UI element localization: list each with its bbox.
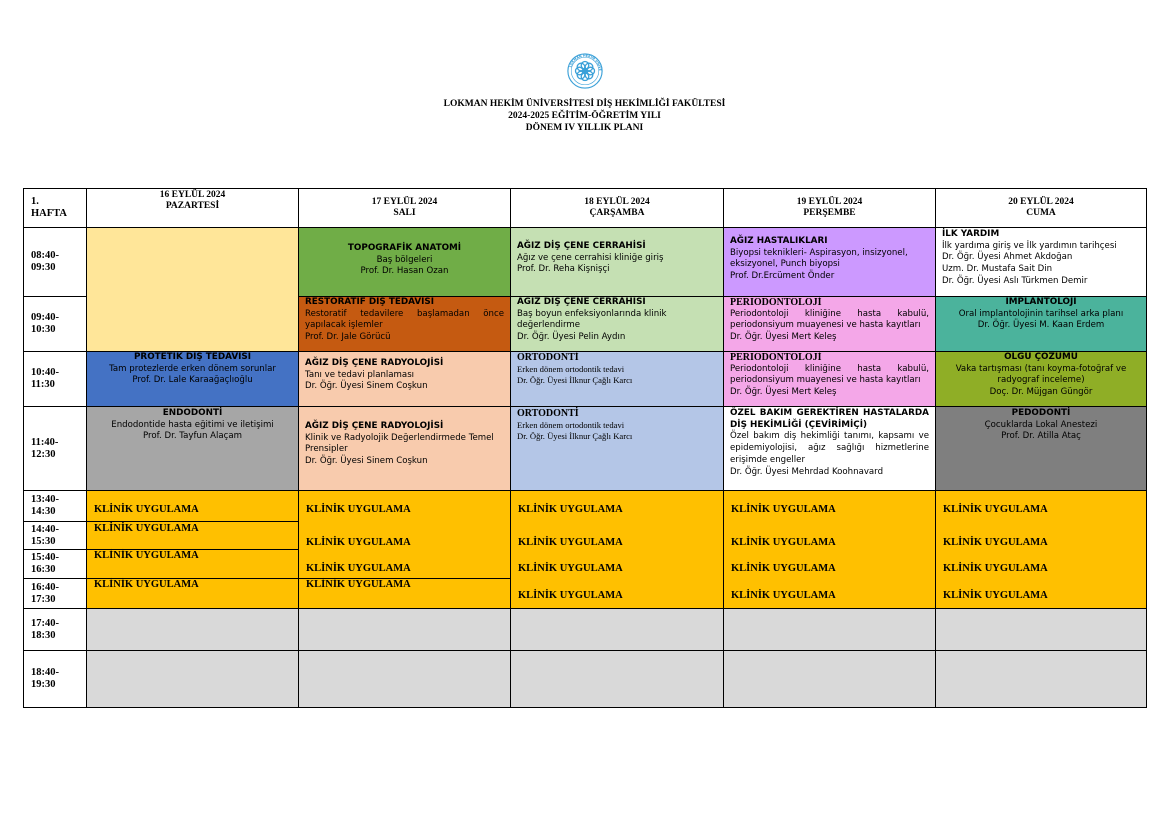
event-lecturer: Dr. Öğr. Üyesi İlknur Çağlı Karcı <box>517 431 633 442</box>
klinik-label: KLİNİK UYGULAMA <box>306 504 411 515</box>
event-agiz-dis-cene-radyolojisi-1[interactable] <box>298 351 511 407</box>
time-end: 18:30 <box>31 629 56 641</box>
klinik-label: KLİNİK UYGULAMA <box>306 537 411 548</box>
day-date: 17 EYLÜL 2024 <box>371 197 438 207</box>
event-lecturer: Prof. Dr. Lale Karaağaçlıoğlu <box>132 375 253 386</box>
event-lecturer: Dr. Öğr. Üyesi Sinem Coşkun <box>305 456 428 467</box>
title-line-1: LOKMAN HEKİM ÜNİVERSİTESİ DİŞ HEKİMLİĞİ FAKÜLTESİ <box>443 99 726 109</box>
event-topic: Klinik ve Radyolojik Değerlendirmede Temel Prensipler <box>305 432 494 455</box>
klinik-label: KLİNİK UYGULAMA <box>94 504 199 515</box>
day-header-friday <box>935 188 1147 228</box>
event-title: PEDODONTİ <box>1011 408 1071 418</box>
monday-klinik-block[interactable] <box>86 490 299 609</box>
wednesday-klinik-block[interactable] <box>510 490 724 609</box>
event-topic: Tanı ve tedavi planlaması <box>305 369 415 380</box>
empty-slot <box>298 650 511 708</box>
event-title: İMPLANTOLOJİ <box>1005 297 1077 307</box>
event-lecturer: Prof. Dr. Hasan Ozan <box>360 266 449 277</box>
time-slot-1 <box>23 227 87 297</box>
event-topic: Özel bakım diş hekimliği tanımı, kapsamı ve epidemiyolojisi, ağız sağlığı hizmetlerine erişimde engeller <box>730 431 929 465</box>
event-agiz-dis-cene-cerrahisi-1[interactable] <box>510 227 724 297</box>
event-topic: Periodontoloji kliniğine hasta kabulü, periodonsiyum muayenesi ve hasta kayıtları <box>730 308 929 331</box>
time-end: 11:30 <box>31 379 55 390</box>
event-agiz-dis-cene-cerrahisi-2[interactable] <box>510 296 724 352</box>
klinik-label: KLİNİK UYGULAMA <box>943 590 1048 601</box>
event-endodonti[interactable] <box>86 406 299 491</box>
time-slot-8 <box>23 578 87 609</box>
event-olgu-cozumu[interactable] <box>935 351 1147 407</box>
event-agiz-hastaliklari[interactable] <box>723 227 936 297</box>
university-logo <box>566 52 604 90</box>
day-header-wednesday <box>510 188 724 228</box>
klinik-label: KLİNİK UYGULAMA <box>943 563 1048 574</box>
day-name: PERŞEMBE <box>803 208 856 218</box>
tuesday-klinik-block[interactable] <box>298 490 511 609</box>
time-slot-6 <box>23 521 87 550</box>
event-lecturer: Dr. Öğr. Üyesi Mert Keleş <box>730 387 837 398</box>
time-start: 14:40- <box>31 523 59 535</box>
week-label <box>23 188 87 228</box>
klinik-label: KLİNİK UYGULAMA <box>943 504 1048 515</box>
time-start: 15:40- <box>31 552 59 563</box>
event-topic: Tam protezlerde erken dönem sorunlar <box>109 363 276 374</box>
event-topic: Biyopsi teknikleri- Aspirasyon, insizyonel, eksizyonel, Punch biyopsi <box>730 247 908 270</box>
event-topic: Vaka tartışması (tanı koyma-fotoğraf ve radyograf inceleme) <box>955 363 1127 386</box>
event-lecturer: Prof. Dr. Jale Görücü <box>305 332 391 343</box>
day-name: ÇARŞAMBA <box>589 208 645 218</box>
event-topografik-anatomi[interactable] <box>298 227 511 297</box>
event-topic: Erken dönem ortodontik tedavi <box>517 363 625 374</box>
klinik-label: KLİNİK UYGULAMA <box>306 579 411 590</box>
day-date: 19 EYLÜL 2024 <box>796 197 863 207</box>
time-end: 10:30 <box>31 324 56 335</box>
empty-slot <box>298 608 511 651</box>
event-ortodonti-2[interactable] <box>510 406 724 491</box>
time-start: 16:40- <box>31 581 59 593</box>
event-protetik-dis-tedavisi[interactable] <box>86 351 299 407</box>
empty-slot <box>723 650 936 708</box>
event-topic: Baş bölgeleri <box>376 254 433 265</box>
event-lecturer: Dr. Öğr. Üyesi Sinem Coşkun <box>305 381 428 392</box>
event-title: TOPOGRAFİK ANATOMİ <box>347 243 462 253</box>
event-title: PROTETİK DİŞ TEDAVİSİ <box>133 352 252 362</box>
time-start: 17:40- <box>31 617 59 629</box>
time-slot-3 <box>23 351 87 407</box>
day-date: 16 EYLÜL 2024 <box>159 190 226 200</box>
time-start: 13:40- <box>31 494 59 505</box>
monday-morning-empty <box>86 227 299 352</box>
empty-slot <box>935 650 1147 708</box>
event-title: İLK YARDIM <box>942 229 1000 239</box>
time-slot-9 <box>23 608 87 651</box>
time-end: 12:30 <box>31 448 56 460</box>
event-topic: Restoratif tedavilere başlamadan önce yapılacak işlemler <box>305 308 504 331</box>
event-lecturer: Dr. Öğr. Üyesi Pelin Aydın <box>517 332 626 343</box>
day-date: 20 EYLÜL 2024 <box>1008 197 1074 207</box>
event-lecturer: Prof. Dr. Reha Kişnişçi <box>517 264 610 275</box>
event-ortodonti-1[interactable] <box>510 351 724 407</box>
event-lecturer: Dr. Öğr. Üyesi Mehrdad Koohnavard <box>730 466 884 477</box>
event-topic: İlk yardıma giriş ve İlk yardımın tarihçesi <box>942 240 1117 251</box>
document-title <box>0 98 1169 134</box>
event-lecturer: Dr. Öğr. Üyesi M. Kaan Erdem <box>977 320 1105 331</box>
event-implantoloji[interactable] <box>935 296 1147 352</box>
empty-slot <box>510 608 724 651</box>
klinik-label: KLİNİK UYGULAMA <box>518 563 623 574</box>
event-lecturer: Prof. Dr. Atilla Ataç <box>1001 431 1081 442</box>
event-periodontoloji-1[interactable] <box>723 296 936 352</box>
event-agiz-dis-cene-radyolojisi-2[interactable] <box>298 406 511 491</box>
event-title: ORTODONTİ <box>517 408 579 419</box>
event-title: AĞIZ DİŞ ÇENE RADYOLOJİSİ <box>305 358 444 368</box>
logo-text: LOKMAN HEKİM ÜNİVE <box>568 53 603 72</box>
time-start: 08:40- <box>31 250 59 261</box>
thursday-klinik-block[interactable] <box>723 490 936 609</box>
event-topic: Ağız ve çene cerrahisi kliniğe giriş <box>517 252 664 263</box>
day-name: PAZARTESİ <box>165 201 220 211</box>
day-header-tuesday <box>298 188 511 228</box>
klinik-label: KLİNİK UYGULAMA <box>731 563 836 574</box>
time-end: 16:30 <box>31 564 56 575</box>
time-end: 15:30 <box>31 535 56 547</box>
event-lecturer: Prof. Dr. Tayfun Alaçam <box>142 431 243 442</box>
week-word: HAFTA <box>31 208 67 219</box>
event-title: ÖZEL BAKIM GEREKTİREN HASTALARDA DİŞ HEKİMLİĞİ (ÇEVİRİMİÇİ) <box>730 408 929 430</box>
klinik-label: KLİNİK UYGULAMA <box>943 537 1048 548</box>
time-start: 18:40- <box>31 667 59 678</box>
klinik-label: KLİNİK UYGULAMA <box>518 537 623 548</box>
event-lecturer: Uzm. Dr. Mustafa Sait Din <box>942 264 1053 275</box>
time-slot-5 <box>23 490 87 522</box>
event-title: AĞIZ DİŞ ÇENE CERRAHİSİ <box>517 241 646 251</box>
time-end: 09:30 <box>31 262 56 273</box>
klinik-label: KLİNİK UYGULAMA <box>731 504 836 515</box>
event-ozel-bakim[interactable] <box>723 406 936 491</box>
event-lecturer: Prof. Dr.Ercüment Önder <box>730 271 835 282</box>
friday-klinik-block[interactable] <box>935 490 1147 609</box>
event-periodontoloji-2[interactable] <box>723 351 936 407</box>
event-title: OLGU ÇÖZÜMÜ <box>1004 352 1078 362</box>
event-topic: Endodontide hasta eğitimi ve iletişimi <box>111 419 274 430</box>
title-line-3: DÖNEM IV YILLIK PLANI <box>525 123 644 133</box>
event-title: PERIODONTOLOJİ <box>730 297 822 308</box>
klinik-label: KLİNİK UYGULAMA <box>518 504 623 515</box>
klinik-label: KLİNİK UYGULAMA <box>94 550 199 561</box>
empty-slot <box>86 650 299 708</box>
event-topic: Baş boyun enfeksiyonlarında klinik değerlendirme <box>517 308 667 331</box>
event-title: AĞIZ HASTALIKLARI <box>730 236 828 246</box>
event-title: RESTORATİF DİŞ TEDAVİSİ <box>305 297 435 307</box>
event-topic: Periodontoloji kliniğine hasta kabulü, periodonsiyum muayenesi ve hasta kayıtları <box>730 363 929 386</box>
event-lecturer: Dr. Öğr. Üyesi Mert Keleş <box>730 332 837 343</box>
time-end: 19:30 <box>31 679 56 690</box>
week-number: 1. <box>31 196 39 207</box>
event-title: PERIODONTOLOJİ <box>730 352 822 363</box>
event-lecturer: Doç. Dr. Müjgan Güngör <box>989 387 1093 398</box>
time-slot-7 <box>23 549 87 579</box>
day-header-thursday <box>723 188 936 228</box>
event-pedodonti[interactable] <box>935 406 1147 491</box>
klinik-label: KLİNİK UYGULAMA <box>306 563 411 574</box>
event-topic: Çocuklarda Lokal Anestezi <box>984 419 1098 430</box>
title-line-2: 2024-2025 EĞİTİM-ÖĞRETİM YILI <box>508 111 661 121</box>
event-topic: Oral implantolojinin tarihsel arka planı <box>958 308 1124 319</box>
event-title: AĞIZ DİŞ ÇENE CERRAHİSİ <box>517 297 646 307</box>
time-slot-4 <box>23 406 87 491</box>
event-ilk-yardim[interactable] <box>935 227 1147 297</box>
time-slot-2 <box>23 296 87 352</box>
event-lecturer: Dr. Öğr. Üyesi Ahmet Akdoğan <box>942 252 1073 263</box>
day-name: CUMA <box>1026 208 1056 218</box>
event-restoratif-dis-tedavisi[interactable] <box>298 296 511 352</box>
klinik-label: KLİNİK UYGULAMA <box>731 590 836 601</box>
empty-slot <box>510 650 724 708</box>
day-header-monday <box>86 188 299 228</box>
event-title: AĞIZ DİŞ ÇENE RADYOLOJİSİ <box>305 421 444 431</box>
day-date: 18 EYLÜL 2024 <box>584 197 650 207</box>
time-slot-10 <box>23 650 87 708</box>
time-start: 09:40- <box>31 312 59 323</box>
event-title: ORTODONTİ <box>517 352 579 363</box>
event-topic: Erken dönem ortodontik tedavi <box>517 419 625 430</box>
time-start: 11:40- <box>31 436 59 448</box>
empty-slot <box>86 608 299 651</box>
event-lecturer: Dr. Öğr. Üyesi İlknur Çağlı Karcı <box>517 375 633 386</box>
empty-slot <box>935 608 1147 651</box>
klinik-label: KLİNİK UYGULAMA <box>94 579 199 590</box>
klinik-label: KLİNİK UYGULAMA <box>518 590 623 601</box>
klinik-label: KLİNİK UYGULAMA <box>94 523 199 534</box>
time-end: 14:30 <box>31 506 56 517</box>
event-title: ENDODONTİ <box>162 408 223 418</box>
time-start: 10:40- <box>31 367 59 378</box>
time-end: 17:30 <box>31 593 56 605</box>
klinik-label: KLİNİK UYGULAMA <box>731 537 836 548</box>
empty-slot <box>723 608 936 651</box>
day-name: SALI <box>393 208 416 218</box>
event-lecturer: Dr. Öğr. Üyesi Aslı Türkmen Demir <box>942 275 1088 286</box>
